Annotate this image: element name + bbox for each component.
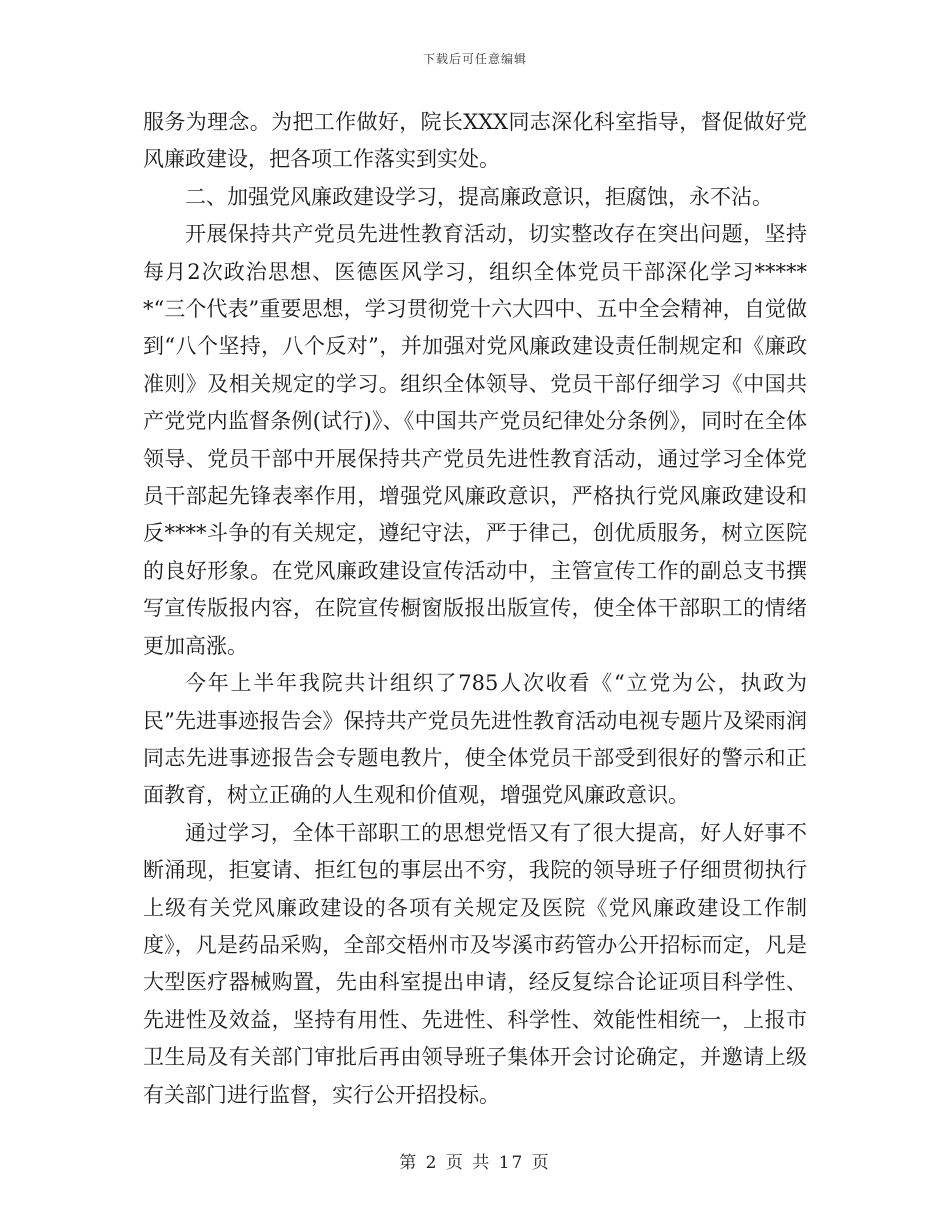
document-body <box>143 104 807 1114</box>
paragraph-1: 服务为理念。为把工作做好，院长XXX同志深化科室指导，督促做好党风廉政建设，把各项工作落实到实处。 <box>143 110 807 172</box>
page-header: 下载后可任意编辑 <box>422 52 527 66</box>
page-footer: 第 2 页 共 17 页 <box>399 1153 551 1173</box>
paragraph-5: 通过学习，全体干部职工的思想党悟又有了很大提高，好人好事不断涌现，拒宴请、拒红包的事层出不穷，我院的领导班子仔细贯彻执行上级有关党风廉政建设的各项有关规定及医院《党风廉政建设工作制度》，凡是药品采购，全部交梧州市及岑溪市药管办公开招标而定，凡是大型医疗器械购置，先由科室提出申请，经反复综合论证项目科学性、先进性及效益，坚持有用性、先进性、科学性、效能性相统一，上报市卫生局及有关部门审批后再由领导班子集体开会讨论确定，并邀请上级有关部门进行监督，实行公开招投标。 <box>143 820 807 1107</box>
paragraph-4: 今年上半年我院共计组织了785人次收看《“立党为公，执政为民”先进事迹报告会》保持共产党员先进性教育活动电视专题片及梁雨润同志先进事迹报告会专题电教片，使全体党员干部受到很好的警示和正面教育，树立正确的人生观和价值观，增强党风廉政意识。 <box>143 671 807 808</box>
section-heading: 二、加强党风廉政建设学习，提高廉政意识，拒腐蚀，永不沾。 <box>185 184 773 209</box>
paragraph-3: 开展保持共产党员先进性教育活动，切实整改存在突出问题，坚持每月2次政治思想、医德医风学习，组织全体党员干部深化学习******“三个代表”重要思想，学习贯彻党十六大四中、五中全会精神，自觉做到“八个坚持，八个反对”，并加强对党风廉政建设责任制规定和《廉政准则》及相关规定的学习。组织全体领导、党员干部仔细学习《中国共产党党内监督条例(试行)》、《中国共产党员纪律处分条例》，同时在全体领导、党员干部中开展保持共产党员先进性教育活动，通过学习全体党员干部起先锋表率作用，增强党风廉政意识，严格执行党风廉政建设和反****斗争的有关规定，遵纪守法，严于律己，创优质服务，树立医院的良好形象。在党风廉政建设宣传活动中，主管宣传工作的副总支书撰写宣传版报内容，在院宣传橱窗版报出版宣传，使全体干部职工的情绪更加高涨。 <box>143 222 807 658</box>
